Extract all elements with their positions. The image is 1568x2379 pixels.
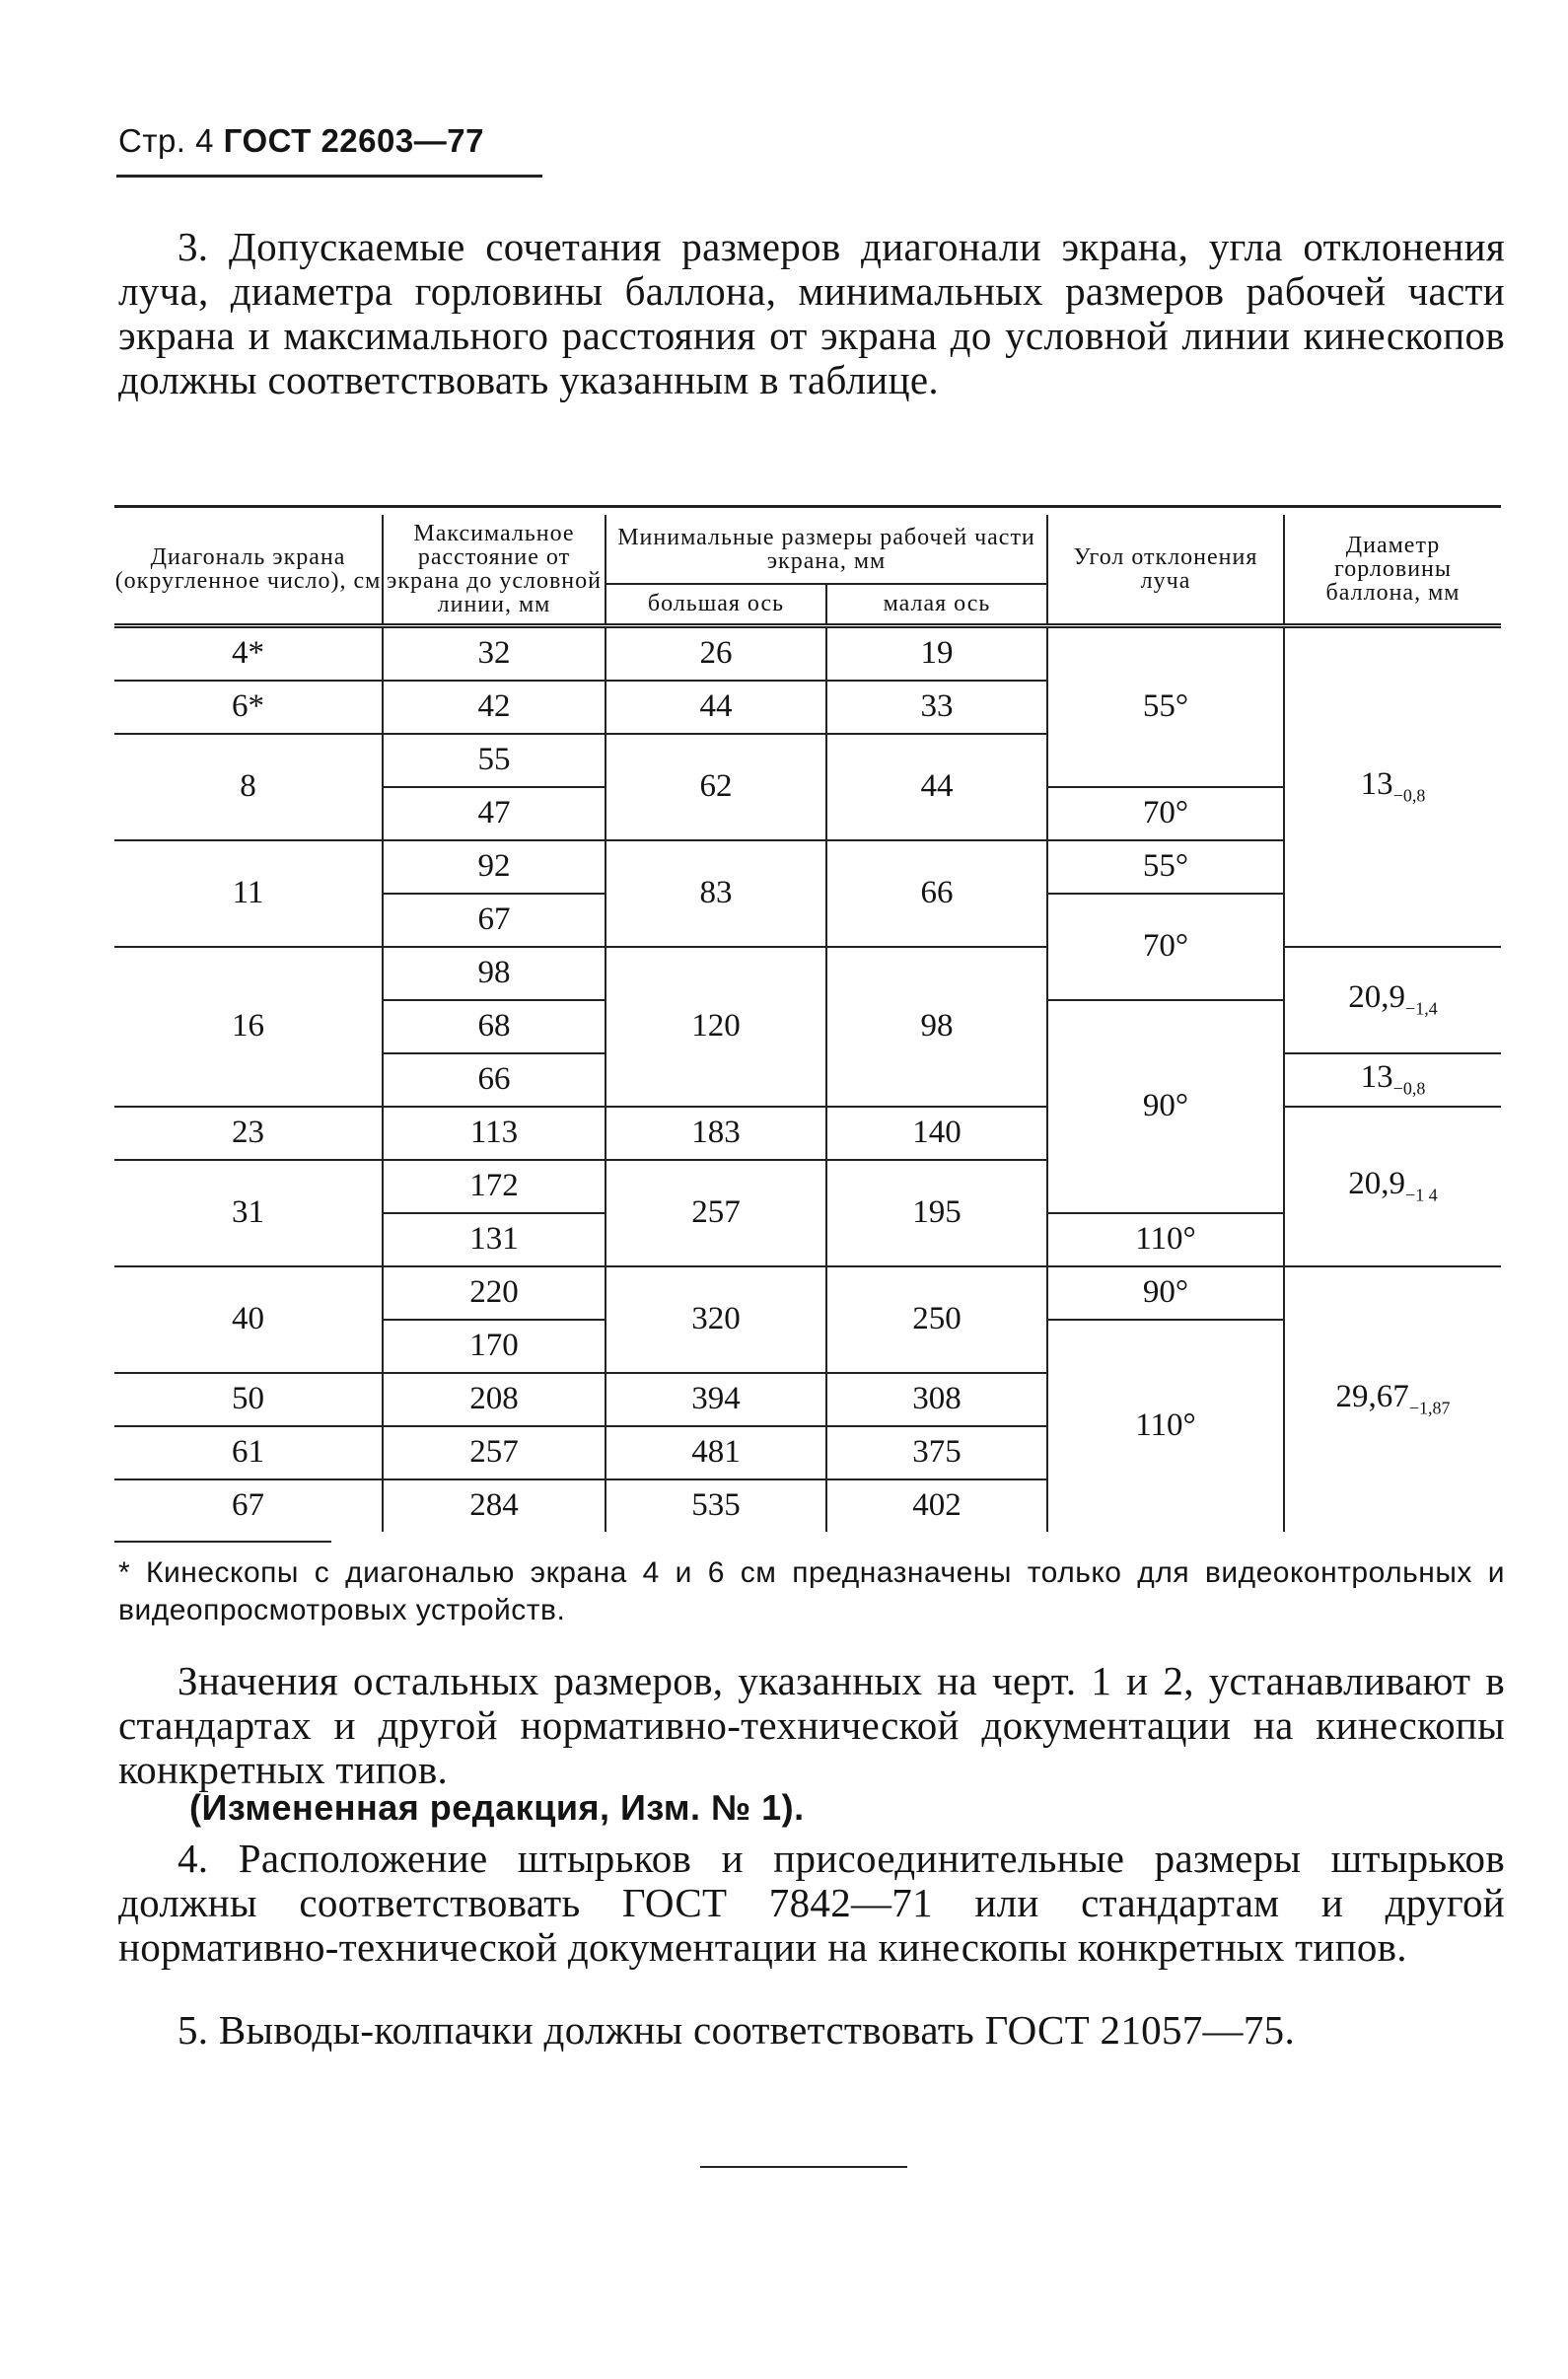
header-min-sizes: Минимальные размеры рабочей части экрана, мм [606, 515, 1047, 584]
neck-base: 20,9 [1348, 979, 1406, 1016]
cell-diagonal: 6* [114, 681, 383, 734]
cell-major: 320 [606, 1266, 826, 1373]
page-number: Стр. 4 [118, 122, 214, 159]
page-header [118, 122, 542, 160]
cell-minor: 33 [826, 681, 1047, 734]
cell-angle: 90° [1047, 1266, 1284, 1320]
cell-diagonal: 31 [114, 1160, 383, 1266]
cell-diagonal: 8 [114, 734, 383, 840]
cell-neck [1284, 1053, 1501, 1107]
cell-distance: 68 [383, 1000, 606, 1053]
cell-diagonal: 67 [114, 1479, 383, 1532]
cell-angle: 55° [1047, 840, 1284, 894]
standard-number: ГОСТ 22603—77 [223, 122, 484, 159]
cell-diagonal: 23 [114, 1107, 383, 1160]
cell-minor: 98 [826, 947, 1047, 1107]
cell-major: 257 [606, 1160, 826, 1266]
cell-distance: 208 [383, 1373, 606, 1426]
neck-base: 20,9 [1348, 1166, 1406, 1202]
neck-tolerance: −1,4 [1405, 998, 1438, 1019]
cell-diagonal: 40 [114, 1266, 383, 1373]
cell-minor: 250 [826, 1266, 1047, 1373]
cell-distance: 42 [383, 681, 606, 734]
cell-major: 394 [606, 1373, 826, 1426]
header-neck-diameter: Диаметр горловины баллона, мм [1284, 515, 1501, 625]
header-rule [116, 175, 542, 178]
cell-major: 62 [606, 734, 826, 840]
cell-major: 481 [606, 1426, 826, 1479]
cell-major: 26 [606, 625, 826, 681]
paragraph-5-text: 5. Выводы-колпачки должны соответствовать ГОСТ 21057—75. [178, 2007, 1295, 2053]
cell-distance: 220 [383, 1266, 606, 1320]
cell-neck [1284, 1266, 1501, 1532]
cell-angle: 70° [1047, 894, 1284, 1000]
cell-distance: 67 [383, 894, 606, 947]
neck-base: 29,67 [1335, 1379, 1409, 1415]
paragraph-values [118, 1659, 1505, 1792]
dimensions-table [114, 515, 1501, 1532]
cell-angle: 55° [1047, 625, 1284, 787]
cell-distance: 284 [383, 1479, 606, 1532]
cell-distance: 257 [383, 1426, 606, 1479]
paragraph-values-text: Значения остальных размеров, указанных на черт. 1 и 2, устанавливают в стандартах и другой нормативно-технической документации на кинескопы конкретных типов. [118, 1658, 1505, 1792]
header-major-axis: большая ось [606, 584, 826, 625]
paragraph-4 [118, 1837, 1505, 1970]
cell-major: 83 [606, 840, 826, 947]
cell-minor: 375 [826, 1426, 1047, 1479]
cell-distance: 92 [383, 840, 606, 894]
cell-neck [1284, 947, 1501, 1053]
header-max-distance: Максимальное расстояние от экрана до условной линии, мм [383, 515, 606, 625]
header-minor-axis: малая ось [826, 584, 1047, 625]
cell-minor: 44 [826, 734, 1047, 840]
header-angle: Угол отклонения луча [1047, 515, 1284, 625]
cell-distance: 55 [383, 734, 606, 787]
cell-distance: 47 [383, 787, 606, 840]
cell-minor: 195 [826, 1160, 1047, 1266]
cell-minor: 66 [826, 840, 1047, 947]
cell-minor: 140 [826, 1107, 1047, 1160]
cell-major: 535 [606, 1479, 826, 1532]
cell-diagonal: 50 [114, 1373, 383, 1426]
cell-major: 120 [606, 947, 826, 1107]
table-top-rule [114, 505, 1501, 508]
neck-tolerance: −0,8 [1392, 785, 1426, 806]
neck-tolerance: −1,87 [1408, 1398, 1451, 1418]
cell-minor: 402 [826, 1479, 1047, 1532]
cell-neck [1284, 625, 1501, 947]
cell-angle: 70° [1047, 787, 1284, 840]
cell-major: 183 [606, 1107, 826, 1160]
neck-base: 13 [1360, 766, 1393, 803]
paragraph-4-text: 4. Расположение штырьков и присоединительные размеры штырьков должны соответствовать ГОСТ 7842—71 или стандартам и другой нормативно-технической документации на кинескопы конкретных типов. [118, 1836, 1505, 1970]
paragraph-3-text: 3. Допускаемые сочетания размеров диагонали экрана, угла отклонения луча, диаметра горловины баллона, минимальных размеров рабочей части экрана и максимального расстояния от экрана до условной линии кинескопов должны соответствовать указанным в таблице. [118, 224, 1505, 402]
cell-minor: 19 [826, 625, 1047, 681]
cell-distance: 32 [383, 625, 606, 681]
cell-angle: 90° [1047, 1000, 1284, 1213]
neck-tolerance: −0,8 [1392, 1078, 1426, 1099]
paragraph-5 [118, 2008, 1505, 2053]
cell-diagonal: 4* [232, 635, 264, 671]
neck-base: 13 [1360, 1059, 1393, 1096]
neck-tolerance: −1 4 [1405, 1185, 1438, 1205]
cell-distance: 66 [383, 1053, 606, 1107]
end-rule [700, 2166, 907, 2168]
cell-neck [1284, 1107, 1501, 1266]
amendment-note: (Измененная редакция, Изм. № 1). [189, 1787, 805, 1828]
cell-angle: 110° [1047, 1320, 1284, 1532]
cell-distance: 98 [383, 947, 606, 1000]
paragraph-3 [118, 225, 1505, 402]
cell-diagonal: 16 [114, 947, 383, 1107]
footnote-rule [114, 1541, 331, 1543]
cell-distance: 172 [383, 1160, 606, 1213]
header-diagonal: Диагональ экрана (округленное число), см [114, 515, 383, 625]
cell-distance: 113 [383, 1107, 606, 1160]
cell-minor: 308 [826, 1373, 1047, 1426]
cell-major: 44 [606, 681, 826, 734]
cell-diagonal: 61 [114, 1426, 383, 1479]
cell-distance: 170 [383, 1320, 606, 1373]
cell-angle: 110° [1047, 1213, 1284, 1266]
footnote: * Кинескопы с диагональю экрана 4 и 6 см предназначены только для видеоконтрольных и видеопросмотровых устройств. [118, 1556, 1505, 1626]
cell-diagonal: 11 [114, 840, 383, 947]
cell-distance: 131 [383, 1213, 606, 1266]
